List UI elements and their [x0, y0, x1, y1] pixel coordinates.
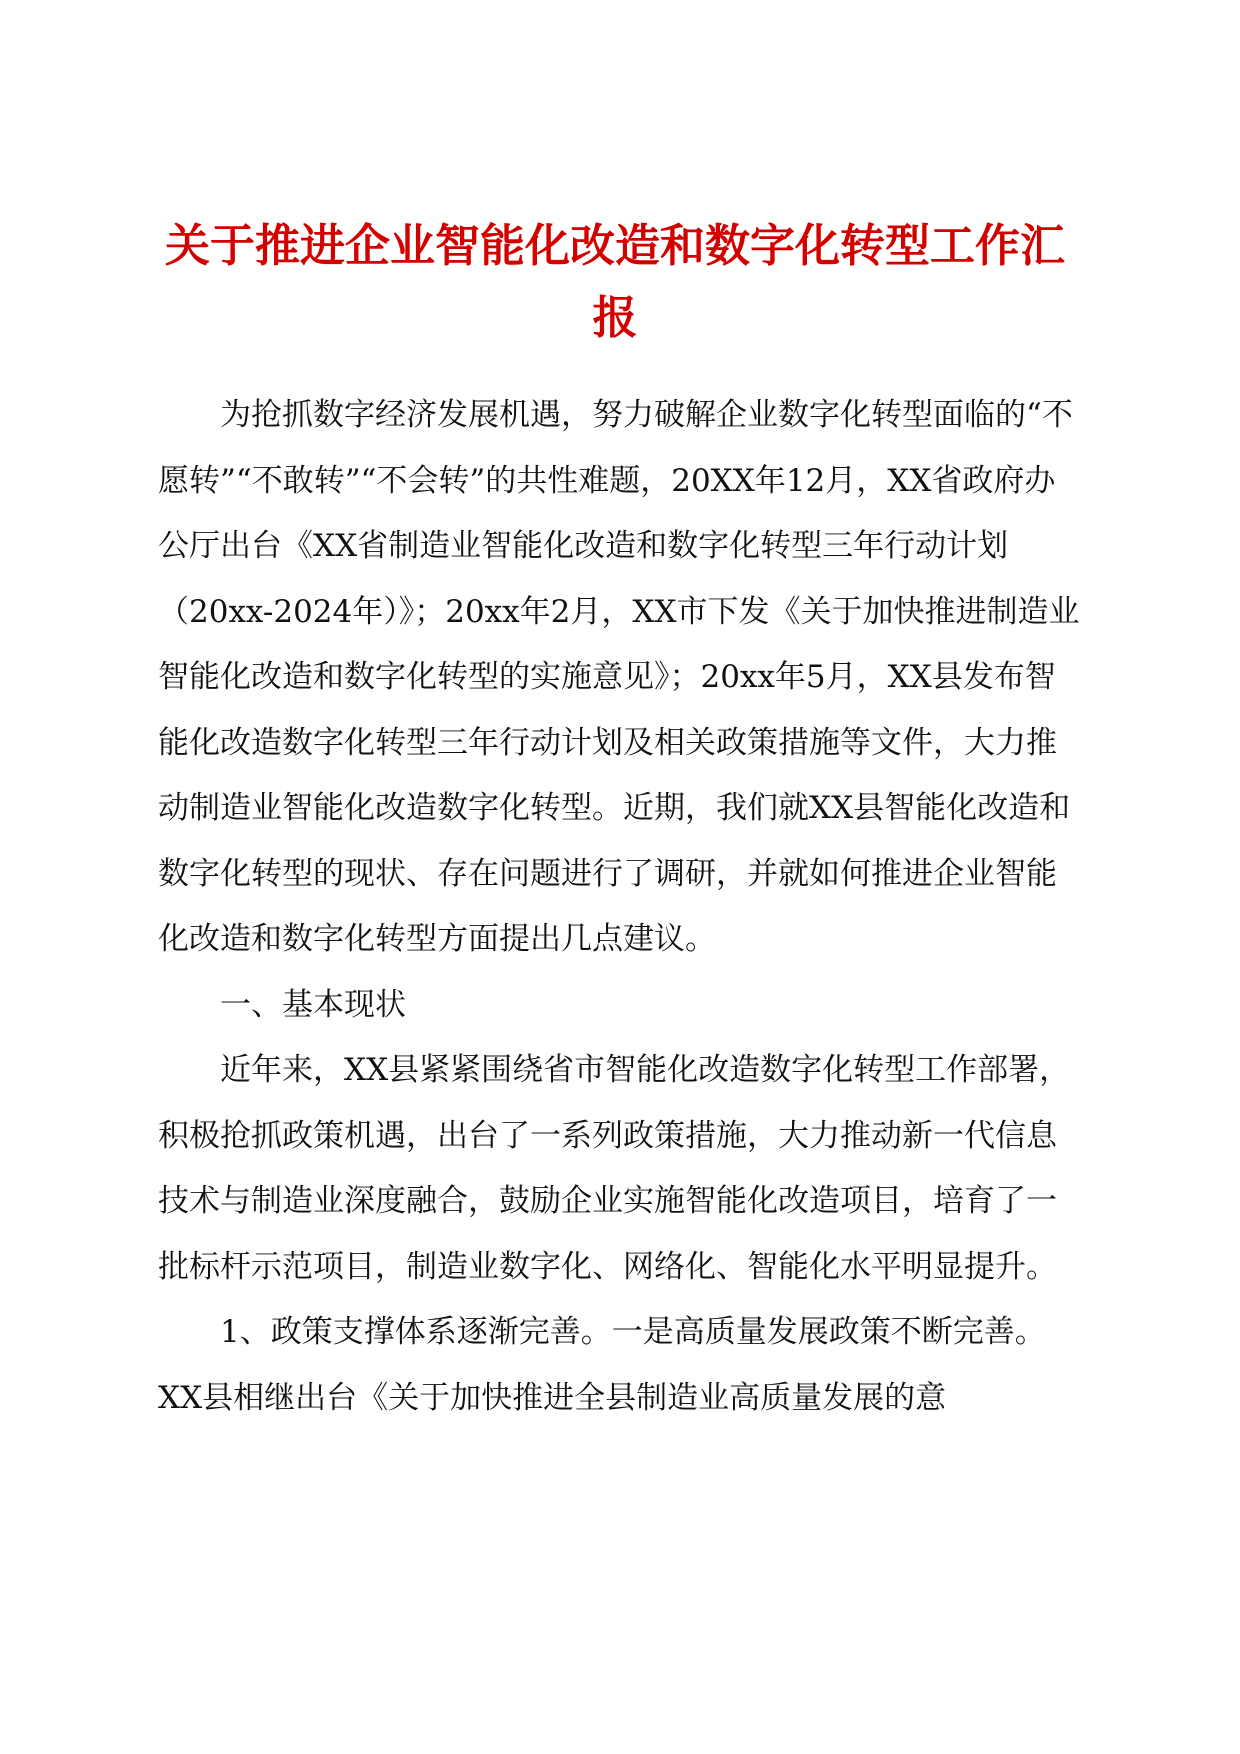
- document-body: [158, 383, 1080, 1431]
- section-heading-basic-status: 一、基本现状: [220, 986, 406, 1023]
- document-title: 关于推进企业智能化改造和数字化转型工作汇报: [164, 219, 1065, 344]
- policy-support-paragraph: 1、政策支撑体系逐渐完善。一是高质量发展政策不断完善。XX县相继出台《关于加快推进全县制造业高质量发展的意: [158, 1314, 1046, 1416]
- basic-status-paragraph: 近年来，XX县紧紧围绕省市智能化改造数字化转型工作部署，积极抢抓政策机遇，出台了一系列政策措施，大力推动新一代信息技术与制造业深度融合，鼓励企业实施智能化改造项目，培育了一批标杆示范项目，制造业数字化、网络化、智能化水平明显提升。: [158, 1052, 1071, 1285]
- intro-paragraph: 为抢抓数字经济发展机遇，努力破解企业数字化转型面临的“不愿转”“不敢转”“不会转”的共性难题，20XX年12月，XX省政府办公厅出台《XX省制造业智能化改造和数字化转型三年行动计划（20xx-2024年）》；20xx年2月，XX市下发《关于加快推进制造业智能化改造和数字化转型的实施意见》；20xx年5月，XX县发布智能化改造数字化转型三年行动计划及相关政策措施等文件，大力推动制造业智能化改造数字化转型。近期，我们就XX县智能化改造和数字化转型的现状、存在问题进行了调研，并就如何推进企业智能化改造和数字化转型方面提出几点建议。: [158, 397, 1080, 957]
